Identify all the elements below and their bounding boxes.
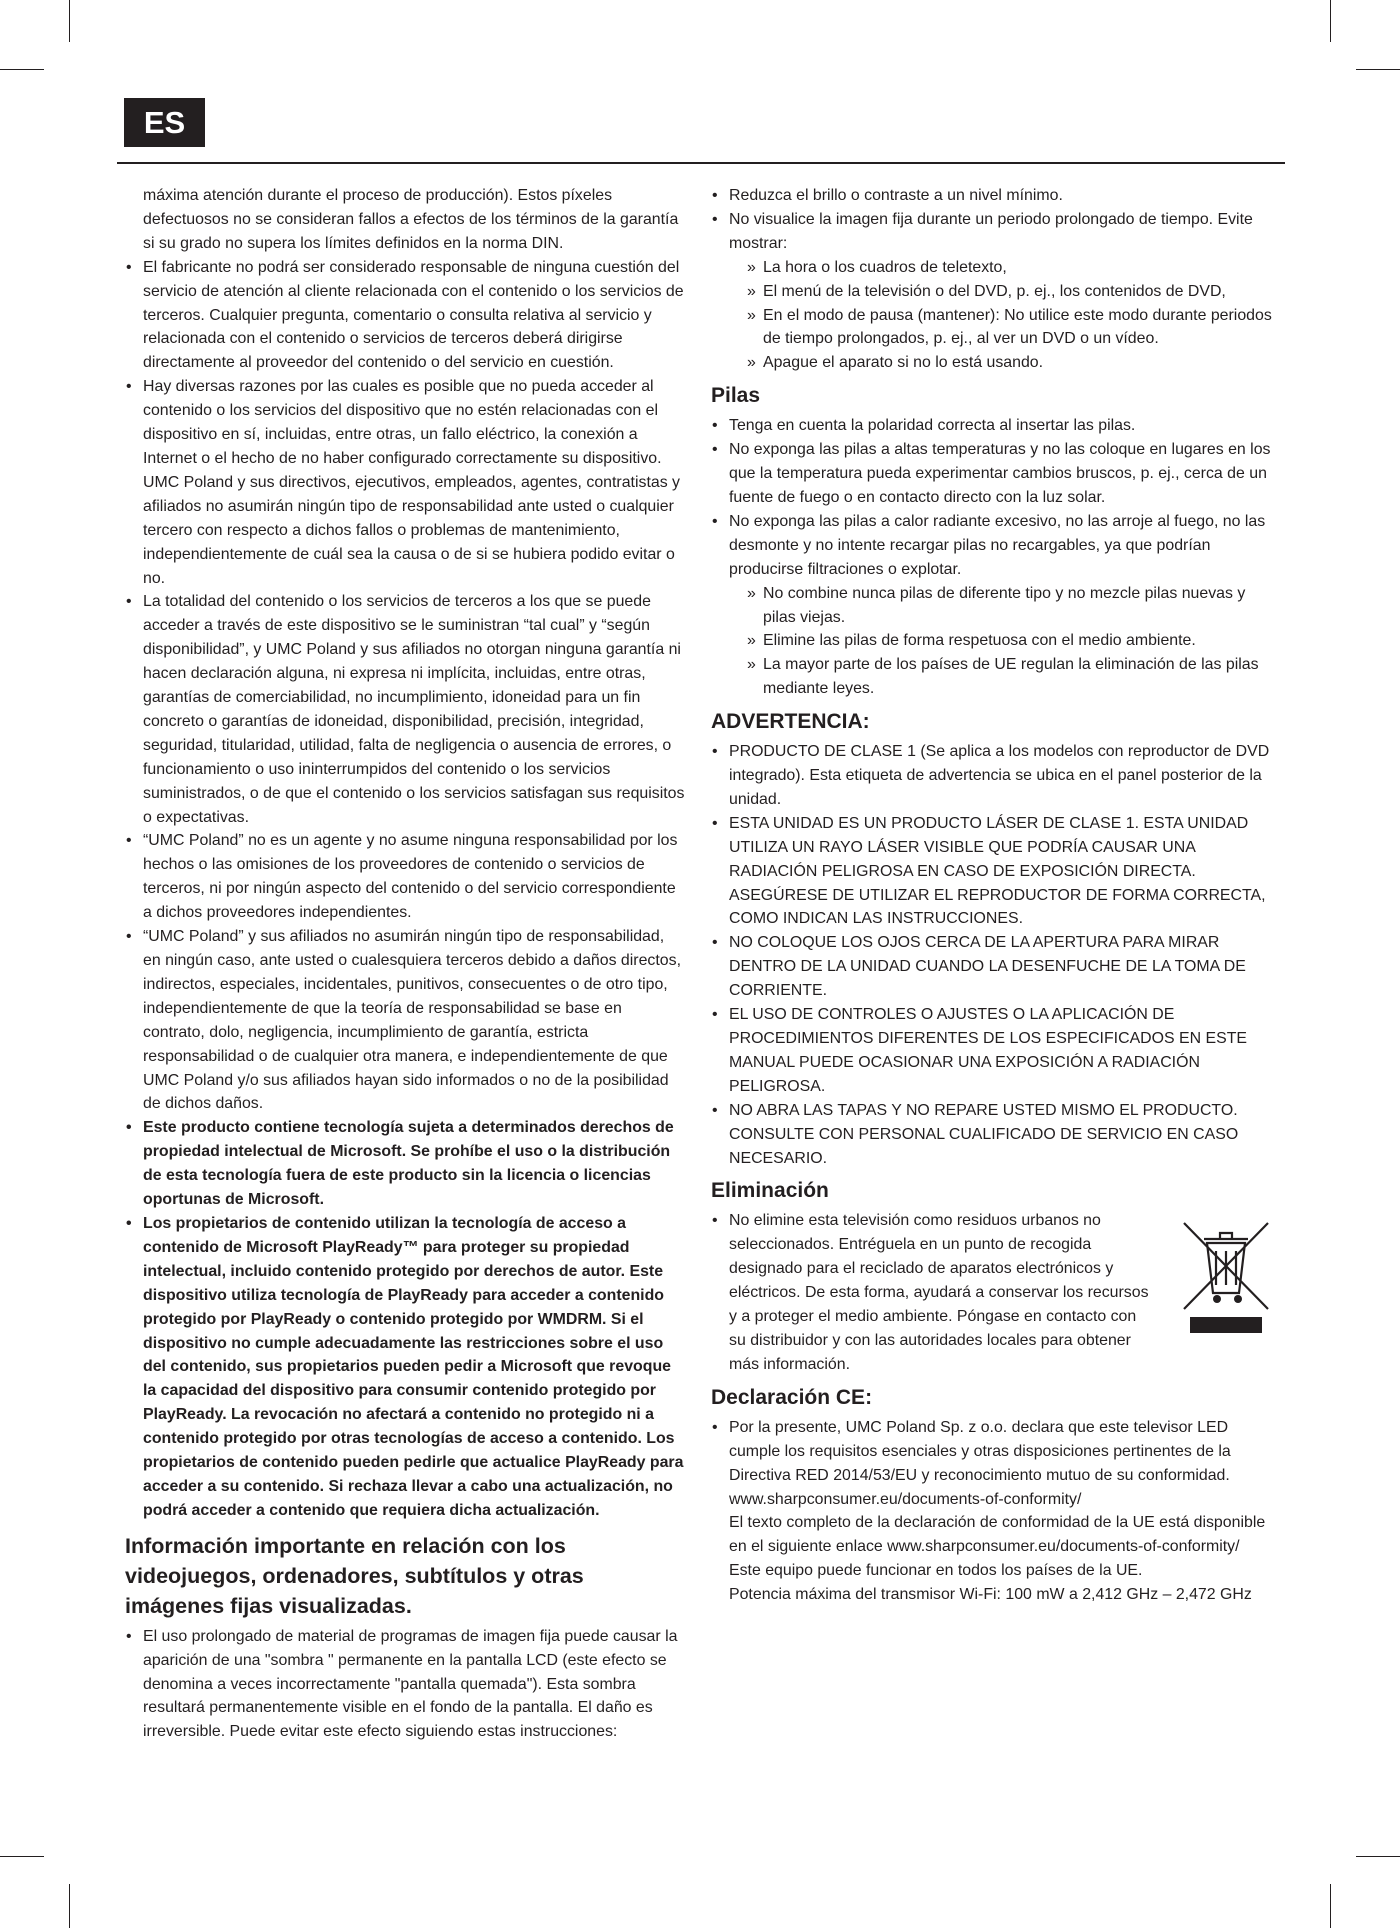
ce-line: • Por la presente, UMC Poland Sp. z o.o. declara que este televisor LED cumple los requisitos esenciales y otras disposiciones pertinentes de la Directiva RED 2014/53/EU y reconocimiento mutuo de su conformidad. [729, 1418, 1231, 1484]
batteries-heading: Pilas [711, 384, 761, 408]
crop-mark [0, 1856, 44, 1857]
list-item: • PRODUCTO DE CLASE 1 (Se aplica a los modelos con reproductor de DVD integrado). Esta etiqueta de advertencia se ubica en el panel posterior de la unidad. [711, 740, 1276, 812]
list-item-text: No visualice la imagen fija durante un periodo prolongado de tiempo. Evite mostrar: [729, 210, 1253, 252]
list-item: • “UMC Poland” no es un agente y no asume ninguna responsabilidad por los hechos o las omisiones de los proveedores de contenido o servicios de terceros, ni por ningún aspecto del contenido o del servicio correspondiente a dichos proveedores independientes. [125, 829, 685, 925]
left-list [125, 184, 685, 1523]
list-item [711, 208, 1276, 375]
disposal-section [711, 1209, 1276, 1376]
still-image-tips-list [711, 184, 1276, 375]
list-item: • Los propietarios de contenido utilizan la tecnología de acceso a contenido de Microsoft PlayReady™ para proteger su propiedad intelectual, incluido contenido protegido por derechos de autor. Este dispositivo utiliza tecnología de PlayReady para acceder a contenido protegido por PlayReady o contenido protegido por WMDRM. Si el dispositivo no cumple adecuadamente las restricciones sobre el uso del contenido, sus propietarios pueden pedir a Microsoft que revoque la capacidad del dispositivo para consumir contenido protegido por PlayReady. La revocación no afectará a contenido no protegido ni a contenido protegido por otras tecnologías de acceso a contenido. Los propietarios de contenido pueden pedirle que actualice PlayReady para acceder a su contenido. Si rechaza llevar a cabo una actualización, no podrá acceder a contenido que requiera dicha actualización. [125, 1212, 685, 1523]
right-column [711, 184, 1276, 1607]
list-item: • Hay diversas razones por las cuales es posible que no pueda acceder al contenido o los servicios del dispositivo que no estén relacionadas con el dispositivo en sí, incluidas, entre otras, un fallo eléctrico, la conexión a Internet o el hecho de no haber configurado correctamente su dispositivo. UMC Poland y sus directivos, ejecutivos, empleados, agentes, contratistas y afiliados no asumirán ningún tipo de responsabilidad ante usted o cualquier tercero con respecto a dichos fallos o problemas de mantenimiento, independientemente de cuál sea la causa o de si se hubiera podido evitar o no. [125, 375, 685, 590]
ce-link: www.sharpconsumer.eu/documents-of-conformity/ [729, 1490, 1082, 1508]
warning-list [711, 740, 1276, 1170]
crop-mark [1330, 0, 1331, 42]
crop-mark [1356, 1856, 1400, 1857]
sub-list-item: » En el modo de pausa (mantener): No utilice este modo durante periodos de tiempo prolongados, p. ej., al ver un DVD o un vídeo. [729, 304, 1276, 352]
batteries-list [711, 414, 1276, 701]
ce-declaration-list [711, 1416, 1276, 1607]
list-item: • Tenga en cuenta la polaridad correcta al insertar las pilas. [711, 414, 1276, 438]
warning-heading: ADVERTENCIA: [711, 710, 870, 734]
sub-list-item: » Apague el aparato si no lo está usando. [729, 351, 1276, 375]
list-item: • El uso prolongado de material de programas de imagen fija puede causar la aparición de una "sombra " permanente en la pantalla LCD (este efecto se denomina a veces incorrectamente "pantalla quemada"). Esta sombra resultará permanentemente visible en el fondo de la pantalla. El daño es irreversible. Puede evitar este efecto siguiendo estas instrucciones: [125, 1625, 685, 1745]
list-item: • EL USO DE CONTROLES O AJUSTES O LA APLICACIÓN DE PROCEDIMIENTOS DIFERENTES DE LOS ESPECIFICADOS EN ESTE MANUAL PUEDE OCASIONAR UNA EXPOSICIÓN A RADIACIÓN PELIGROSA. [711, 1003, 1276, 1099]
list-item: • NO ABRA LAS TAPAS Y NO REPARE USTED MISMO EL PRODUCTO. CONSULTE CON PERSONAL CUALIFICADO DE SERVICIO EN CASO NECESARIO. [711, 1099, 1276, 1171]
crop-mark [69, 1884, 70, 1928]
list-item: • ESTA UNIDAD ES UN PRODUCTO LÁSER DE CLASE 1. ESTA UNIDAD UTILIZA UN RAYO LÁSER VISIBLE QUE PODRÍA CAUSAR UNA RADIACIÓN PELIGROSA EN CASO DE EXPOSICIÓN DIRECTA. ASEGÚRESE DE UTILIZAR EL REPRODUCTOR DE FORMA CORRECTA, COMO INDICAN LAS INSTRUCCIONES. [711, 812, 1276, 932]
ce-declaration-heading: Declaración CE: [711, 1385, 873, 1409]
left-column [125, 184, 685, 1744]
list-item [711, 510, 1276, 701]
sub-list [729, 256, 1276, 376]
disposal-list [711, 1209, 1151, 1376]
weee-crossed-bin-icon [1180, 1215, 1272, 1335]
sub-list-item: » La mayor parte de los países de UE regulan la eliminación de las pilas mediante leyes. [729, 653, 1276, 701]
crop-mark [69, 0, 70, 42]
ce-line: Este equipo puede funcionar en todos los países de la UE. [729, 1562, 1143, 1580]
list-item: • Reduzca el brillo o contraste a un nivel mínimo. [711, 184, 1276, 208]
list-item: • La totalidad del contenido o los servicios de terceros a los que se puede acceder a través de este dispositivo se le suministran “tal cual” y “según disponibilidad”, y UMC Poland y sus afiliados no otorgan ninguna garantía ni hacen declaración alguna, ni expresa ni implícita, incluidas, entre otras, garantías de comerciabilidad, no incumplimiento, idoneidad para un fin concreto o garantías de idoneidad, disponibilidad, precisión, integridad, seguridad, titularidad, utilidad, falta de negligencia o ausencia de errores, o funcionamiento o uso ininterrumpidos del contenido o los servicios suministrados, o de que el contenido o los servicios satisfagan sus requisitos o expectativas. [125, 590, 685, 829]
list-item-text: No exponga las pilas a calor radiante excesivo, no las arroje al fuego, no las desmonte y no intente recargar pilas no recargables, ya que podrían producirse filtraciones o explotar. [729, 512, 1266, 578]
sub-list [729, 582, 1276, 702]
language-badge: ES [124, 98, 205, 147]
list-item: • “UMC Poland” y sus afiliados no asumirán ningún tipo de responsabilidad, en ningún caso, ante usted o cualesquiera terceros debido a daños directos, indirectos, especiales, incidentales, punitivos, consecuentes o de otro tipo, independientemente de que la teoría de responsabilidad se base en contrato, dolo, negligencia, incumplimiento de garantía, estricta responsabilidad o de cualquier otra manera, e independientemente de que UMC Poland y/o sus afiliados hayan sido informados o no de la posibilidad de dichos daños. [125, 925, 685, 1116]
list-item: • No exponga las pilas a altas temperaturas y no las coloque en lugares en los que la temperatura pueda experimentar cambios bruscos, p. ej., cerca de un fuente de fuego o en contacto directo con la luz solar. [711, 438, 1276, 510]
crop-mark [1356, 69, 1400, 70]
disposal-heading: Eliminación [711, 1179, 829, 1203]
list-item: máxima atención durante el proceso de producción). Estos píxeles defectuosos no se consideran fallos a efectos de los términos de la garantía si su grado no supera los límites definidos en la norma DIN. [143, 187, 679, 252]
list-item: • El fabricante no podrá ser considerado responsable de ninguna cuestión del servicio de atención al cliente relacionada con el contenido o los servicios de terceros. Cualquier pregunta, comentario o consulta relativa al servicio y relacionada con el contenido o servicios de terceros deberá dirigirse directamente al proveedor del contenido o del servicio en cuestión. [125, 256, 685, 376]
header-rule [117, 162, 1285, 164]
sub-list-item: » El menú de la televisión o del DVD, p. ej., los contenidos de DVD, [729, 280, 1276, 304]
crop-mark [0, 69, 44, 70]
still-image-list [125, 1625, 685, 1745]
crop-mark [1330, 1884, 1331, 1928]
list-item: • NO COLOQUE LOS OJOS CERCA DE LA APERTURA PARA MIRAR DENTRO DE LA UNIDAD CUANDO LA DESENFUCHE DE LA TOMA DE CORRIENTE. [711, 931, 1276, 1003]
list-item: • No elimine esta televisión como residuos urbanos no seleccionados. Entréguela en un punto de recogida designado para el reciclado de aparatos electrónicos y eléctricos. De esta forma, ayudará a conservar los recursos y a proteger el medio ambiente. Póngase en contacto con su distribuidor y con las autoridades locales para obtener más información. [711, 1209, 1151, 1376]
sub-list-item: » No combine nunca pilas de diferente tipo y no mezcle pilas nuevas y pilas viejas. [729, 582, 1276, 630]
sub-list-item: » Elimine las pilas de forma respetuosa con el medio ambiente. [729, 629, 1276, 653]
ce-line: Potencia máxima del transmisor Wi-Fi: 100 mW a 2,412 GHz – 2,472 GHz [729, 1586, 1252, 1604]
list-item: • Este producto contiene tecnología sujeta a determinados derechos de propiedad intelectual de Microsoft. Se prohíbe el uso o la distribución de esta tecnología fuera de este producto sin la licencia o licencias oportunas de Microsoft. [125, 1116, 685, 1212]
still-image-heading: Información importante en relación con los videojuegos, ordenadores, subtítulos y otras imágenes fijas visualizadas. [125, 1533, 584, 1618]
ce-line: El texto completo de la declaración de conformidad de la UE está disponible en el siguiente enlace www.sharpconsumer.eu/documents-of-conformity/ [729, 1514, 1266, 1556]
list-item [711, 1416, 1276, 1607]
sub-list-item: » La hora o los cuadros de teletexto, [729, 256, 1276, 280]
